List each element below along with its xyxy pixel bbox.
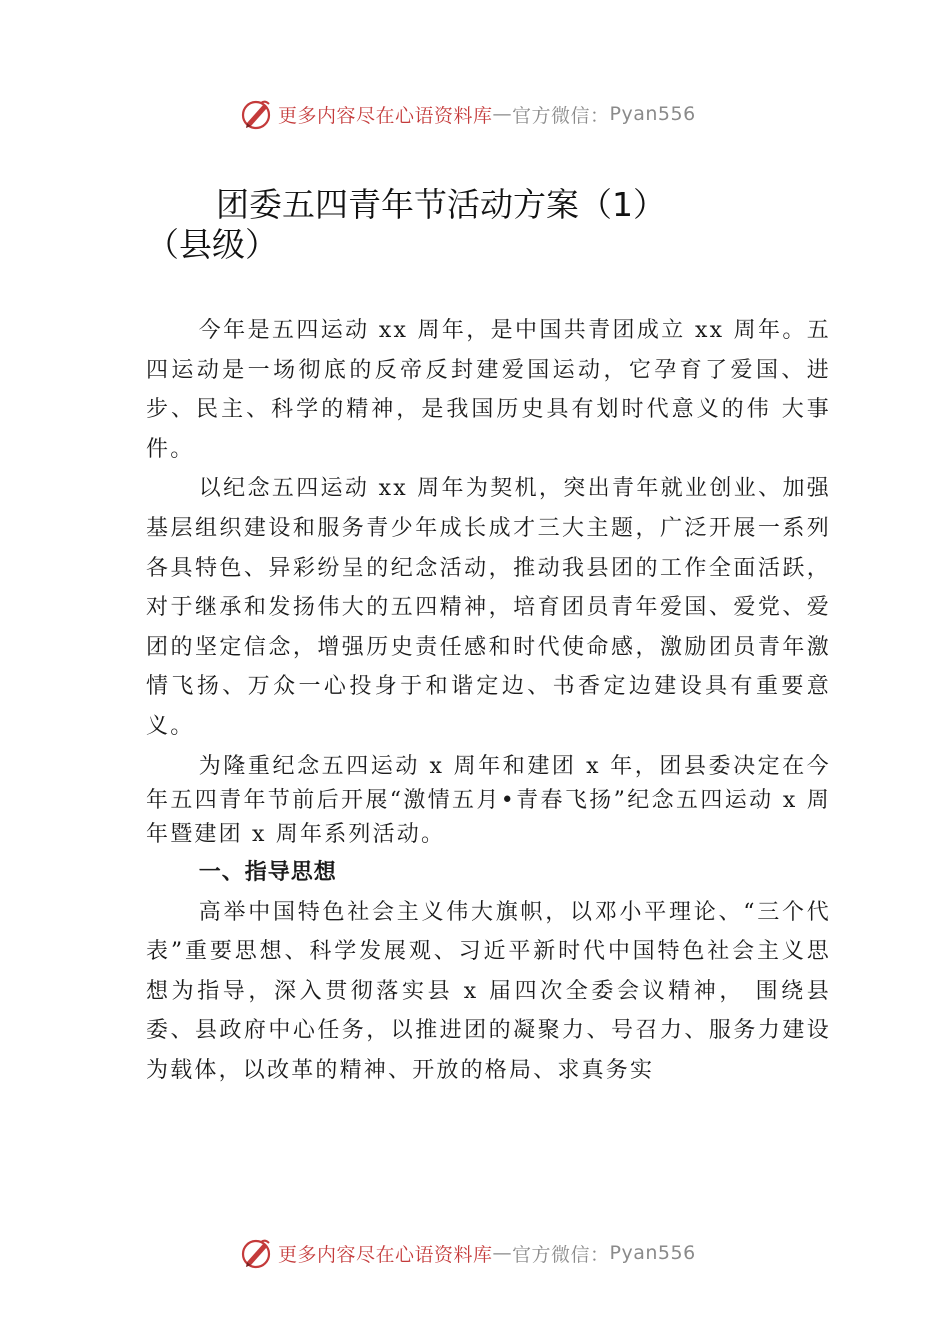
- banner-account: Pyan556: [609, 103, 696, 125]
- pen-circle-logo-icon: [238, 1235, 274, 1271]
- banner-dash: —: [492, 1242, 513, 1264]
- header-banner: [238, 94, 696, 134]
- title-line-2: （县级）: [146, 225, 278, 264]
- banner-wechat-label: 官方微信：: [512, 1243, 610, 1266]
- banner-wechat-label: 官方微信：: [512, 104, 610, 127]
- title-line-1: 团委五四青年节活动方案（1）: [216, 185, 666, 224]
- paragraph-2: 以纪念五四运动 xx 周年为契机，突出青年就业创业、加强基层组织建设和服务青少年成长成才三大主题，广泛开展一系列各具特色、异彩纷呈的纪念活动，推动我县团的工作全面活跃，对于继承和发扬伟大的五四精神，培育团员青年爱国、爱党、爱团的坚定信念，增强历史责任感和时代使命感，激励团员青年激情飞扬、万众一心投身于和谐定边、书香定边建设具有重要意义。: [146, 476, 831, 739]
- document-body: [146, 311, 831, 1091]
- section-1-paragraph: 高举中国特色社会主义伟大旗帜，以邓小平理论、“三个代表”重要思想、科学发展观、习近平新时代中国特色社会主义思想为指导，深入贯彻落实县 x 届四次全委会议精神， 围绕县委、县政府中心任务，以推进团的凝聚力、号召力、服务力建设为载体，以改革的精神、开放的格局、求真务实: [146, 899, 831, 1083]
- banner-text: 更多内容尽在心语资料库: [278, 1243, 493, 1266]
- banner-dash: —: [492, 103, 513, 125]
- banner-text: 更多内容尽在心语资料库: [278, 104, 493, 127]
- banner-account: Pyan556: [609, 1242, 696, 1264]
- paragraph-1: 今年是五四运动 xx 周年，是中国共青团成立 xx 周年。五四运动是一场彻底的反帝反封建爱国运动，它孕育了爱国、进步、民主、科学的精神，是我国历史具有划时代意义的伟 大事件。: [146, 318, 831, 462]
- section-heading-guiding-ideology: 一、指导思想: [198, 859, 337, 885]
- paragraph-3: 为隆重纪念五四运动 x 周年和建团 x 年，团县委决定在今年五四青年节前后开展“激情五月•青春飞扬”纪念五四运动 x 周年暨建团 x 周年系列活动。: [146, 753, 831, 847]
- document-title: [146, 185, 826, 265]
- pen-circle-logo-icon: [238, 96, 274, 132]
- footer-banner: [238, 1233, 696, 1273]
